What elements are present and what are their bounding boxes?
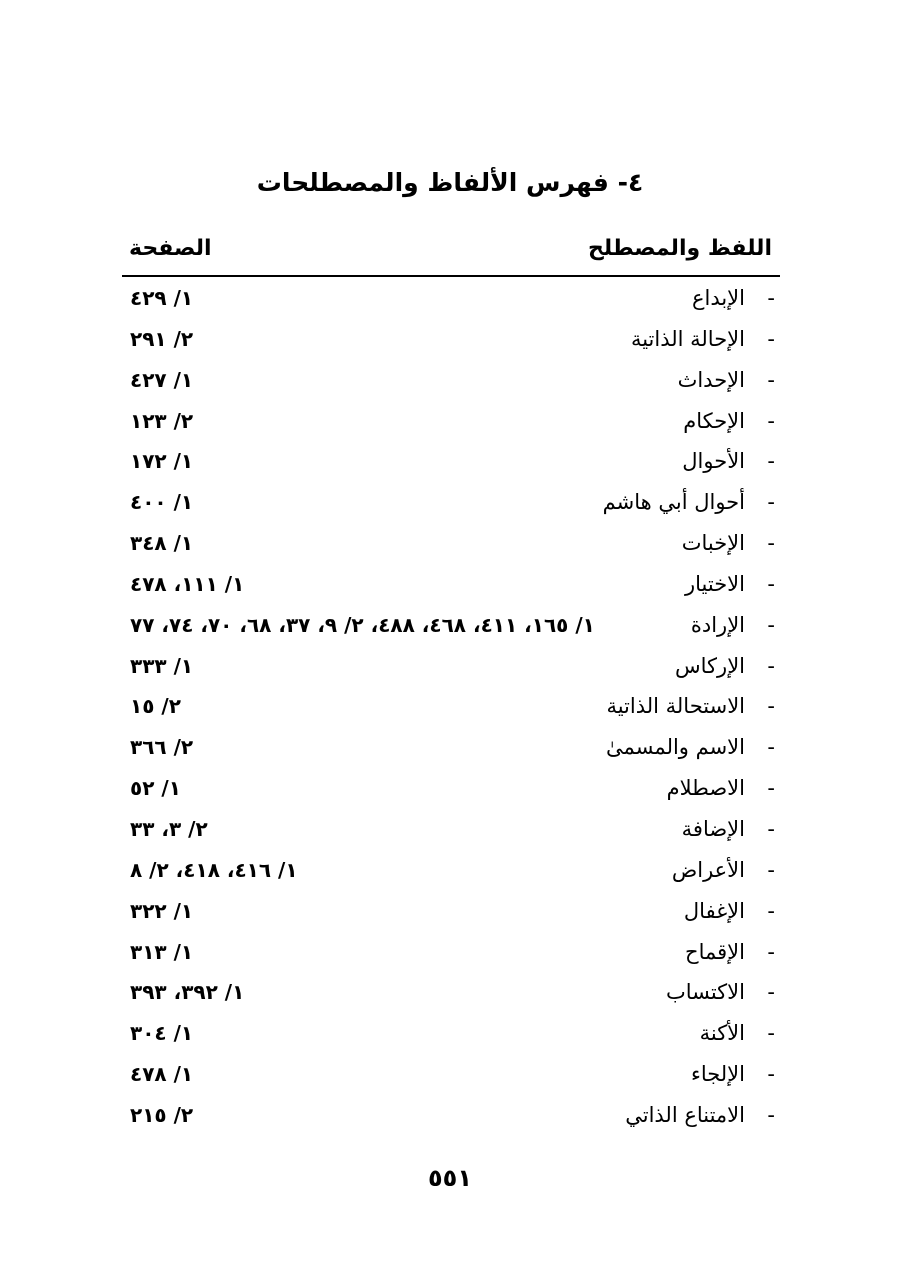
page-number: ٥٥١	[428, 1164, 472, 1192]
entry-dash: -	[767, 1102, 775, 1127]
entry-term: الأعراض	[671, 857, 745, 882]
entry-dash: -	[767, 735, 775, 760]
list-item	[0, 1015, 900, 1056]
entry-term: الاختيار	[684, 571, 745, 596]
column-header-page: الصفحة	[129, 236, 212, 261]
page-title: ٤- فهرس الألفاظ والمصطلحات	[256, 168, 644, 197]
entry-dash: -	[767, 286, 775, 310]
entry-term: الإغفال	[683, 898, 745, 923]
entry-dash: -	[767, 449, 775, 474]
list-item	[0, 566, 900, 607]
list-item	[0, 1056, 900, 1097]
list-item	[0, 934, 900, 975]
entry-dash: -	[767, 326, 775, 351]
entry-dash: -	[767, 694, 775, 719]
entry-page-ref: ١/ ٣٢٢	[130, 898, 194, 923]
entry-term: الأكنة	[699, 1021, 745, 1046]
entry-term: أحوال أبي هاشم	[602, 490, 745, 515]
list-item	[0, 607, 900, 648]
list-item	[0, 893, 900, 934]
entry-dash: -	[767, 1062, 775, 1087]
entry-page-ref: ١/ ٣١٣	[130, 939, 194, 964]
list-item	[0, 770, 900, 811]
entry-page-ref: ١/ ١١١، ٤٧٨	[130, 571, 245, 596]
entry-term: الأحوال	[682, 449, 745, 474]
header-divider	[122, 275, 780, 277]
list-item	[0, 974, 900, 1015]
entry-page-ref: ٢/ ١٢٣	[130, 408, 194, 433]
entry-dash: -	[767, 531, 775, 556]
entry-page-ref: ١/ ٣٣٣	[130, 653, 194, 678]
list-item	[0, 852, 900, 893]
entry-term: الاصطلام	[666, 776, 745, 801]
entry-dash: -	[767, 571, 775, 596]
entry-dash: -	[767, 408, 775, 433]
list-item	[0, 280, 900, 321]
entry-term: الإحالة الذاتية	[630, 326, 745, 351]
entry-dash: -	[767, 776, 775, 801]
entry-dash: -	[767, 816, 775, 841]
entry-page-ref: ٢/ ٢٩١	[130, 326, 194, 351]
list-item	[0, 362, 900, 403]
entry-page-ref: ١/ ٣٤٨	[130, 531, 194, 556]
entry-term: الامتناع الذاتي	[625, 1102, 745, 1127]
entry-term: الاكتساب	[665, 980, 745, 1005]
entry-page-ref: ١/ ٤٧٨	[130, 1062, 194, 1087]
entry-dash: -	[767, 653, 775, 678]
entry-page-ref: ٢/ ٢١٥	[130, 1102, 194, 1127]
entry-term: الإحكام	[683, 408, 745, 433]
entry-dash: -	[767, 1021, 775, 1046]
entry-page-ref: ١/ ٥٢	[130, 776, 181, 801]
list-item	[0, 443, 900, 484]
entry-page-ref: ١/ ٤٢٩	[130, 286, 194, 310]
list-item	[0, 321, 900, 362]
entry-term: الإخبات	[681, 531, 745, 556]
entry-term: الإبداع	[691, 286, 745, 310]
entry-dash: -	[767, 980, 775, 1005]
column-header-term: اللفظ والمصطلح	[587, 236, 772, 261]
entry-page-ref: ١/ ٤٢٧	[130, 367, 194, 392]
entry-term: الاستحالة الذاتية	[606, 694, 745, 719]
entry-term: الإضافة	[681, 816, 745, 841]
list-item	[0, 1097, 900, 1138]
entry-dash: -	[767, 939, 775, 964]
entry-term: الإحداث	[677, 367, 745, 392]
entry-term: الإقماح	[685, 939, 745, 964]
list-item	[0, 403, 900, 444]
entry-page-ref: ١/ ٤٠٠	[130, 490, 194, 515]
entry-term: الإلجاء	[690, 1062, 745, 1087]
entry-page-ref: ١/ ١٧٢	[130, 449, 194, 474]
list-item	[0, 648, 900, 689]
list-item	[0, 729, 900, 770]
list-item	[0, 484, 900, 525]
entry-dash: -	[767, 857, 775, 882]
entry-page-ref: ٢/ ٣، ٣٣	[130, 816, 208, 841]
entry-dash: -	[767, 898, 775, 923]
entry-term: الإرادة	[690, 612, 745, 637]
entry-dash: -	[767, 490, 775, 515]
entry-page-ref: ١/ ٣٠٤	[130, 1021, 194, 1046]
entry-term: الاسم والمسمىٰ	[606, 735, 745, 760]
list-item	[0, 688, 900, 729]
entry-term: الإركاس	[675, 653, 745, 678]
entry-dash: -	[767, 612, 775, 637]
entry-dash: -	[767, 367, 775, 392]
list-item	[0, 811, 900, 852]
list-item	[0, 525, 900, 566]
entry-page-ref: ٢/ ١٥	[130, 694, 181, 719]
entry-page-ref: ٢/ ٣٦٦	[130, 735, 194, 760]
entry-page-ref: ١/ ٤١٦، ٤١٨، ٢/ ٨	[130, 857, 298, 882]
entry-page-ref: ١/ ٣٩٢، ٣٩٣	[130, 980, 245, 1005]
entry-page-ref: ١/ ١٦٥، ٤١١، ٤٦٨، ٤٨٨، ٢/ ٩، ٣٧، ٦٨، ٧٠، ٧٤، ٧٧	[130, 612, 595, 637]
index-list	[0, 280, 900, 1138]
